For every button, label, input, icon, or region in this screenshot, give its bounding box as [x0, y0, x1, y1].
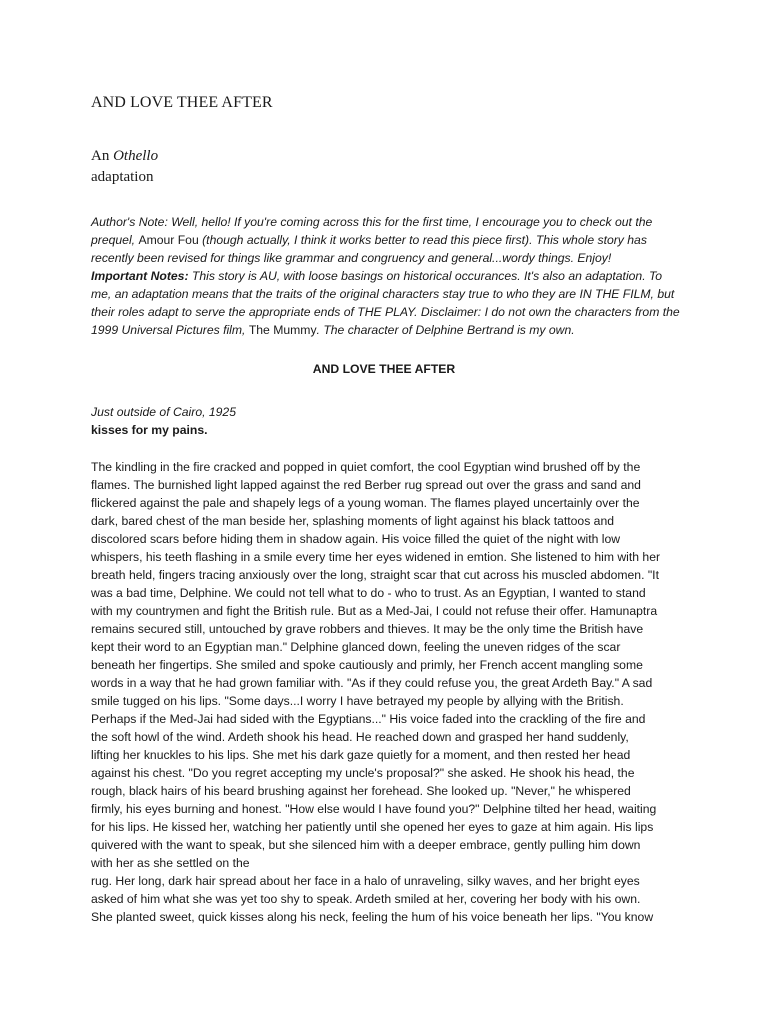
note-text-4: . The character of Delphine Bertrand is my own. [316, 323, 575, 337]
scene-setting [91, 403, 236, 439]
story-line: She planted sweet, quick kisses along his neck, feeling the hum of his voice beneath her lips. "You know [91, 910, 654, 924]
important-notes-label: Important Notes: [91, 269, 189, 283]
story-line: firmly, his eyes burning and honest. "How else would I have found you?" Delphine tilted her head, waiting [91, 802, 657, 816]
story-line: dark, bared chest of the man beside her, splashing moments of light against his black tattoos and [91, 514, 615, 528]
story-line: the soft howl of the wind. Ardeth shook his head. He reached down and grasped her hand suddenly, [91, 730, 629, 744]
story-body [91, 458, 669, 926]
note-film-title: The Mummy [248, 323, 317, 337]
story-line: The kindling in the fire cracked and popped in quiet comfort, the cool Egyptian wind brushed off by the [91, 460, 641, 474]
story-line: with my countrymen and fight the British rule. But as a Med-Jai, I could not refuse their offer. Hamunaptra [91, 604, 658, 618]
document-title: AND LOVE THEE AFTER [91, 94, 273, 111]
story-line: with her as she settled on the [91, 856, 250, 870]
story-line: rug. Her long, dark hair spread about her face in a halo of unraveling, silky waves, and her bright eyes [91, 874, 640, 888]
section-title: AND LOVE THEE AFTER [312, 362, 456, 376]
note-prequel-title: Amour Fou [138, 233, 199, 247]
story-line: rough, black hairs of his beard brushing against her forehead. She looked up. "Never," he whispered [91, 784, 631, 798]
story-line: words in a way that he had grown familiar with. "As if they could refuse you, the great Ardeth Bay." A sad [91, 676, 653, 690]
subtitle-line-1 [91, 146, 158, 167]
note-text-1: Author's Note: Well, hello! If you're coming across this for the first time, I encourage you to check out the prequel, [91, 215, 653, 247]
story-line: discolored scars before hiding them in shadow again. His voice filled the quiet of the night with low [91, 532, 621, 546]
story-line: lifting her knuckles to his lips. She met his dark gaze quietly for a moment, and then rested her head [91, 748, 631, 762]
story-line: beneath her fingertips. She smiled and spoke cautiously and primly, her French accent mangling some [91, 658, 643, 672]
story-line: Perhaps if the Med-Jai had sided with the Egyptians..." His voice faded into the crackling of the fire and [91, 712, 646, 726]
subtitle-work-title: Othello [113, 148, 159, 164]
subtitle-line-2: adaptation [91, 169, 154, 185]
story-line: for his lips. He kissed her, watching her patiently until she opened her eyes to gaze at him again. His lips [91, 820, 654, 834]
subtitle-prefix: An [91, 148, 114, 164]
story-line: was a bad time, Delphine. We could not tell what to do - who to trust. As an Egyptian, I wanted to stand [91, 586, 646, 600]
story-line: asked of him what she was yet too shy to speak. Ardeth smiled at her, covering her body with his own. [91, 892, 641, 906]
story-line: whispers, his teeth flashing in a smile every time her eyes widened in emtion. She listened to him with her [91, 550, 661, 564]
chapter-title: kisses for my pains. [91, 423, 208, 437]
story-line: flickered against the pale and shapely legs of a young woman. The flames played uncertainly over the [91, 496, 640, 510]
note-text-3: This story is AU, with loose basings on historical occurances. It's also an adaptation. To me, an adaptation means that the traits of the original characters stay true to who they are IN THE FILM, but their roles adapt to serve the appropriate ends of THE PLAY. Disclaimer: I do not own the characters from the 1999 Universal Pictures film, [91, 269, 680, 337]
story-line: flames. The burnished light lapped against the red Berber rug spread out over the grass and sand and [91, 478, 641, 492]
document-subtitle [91, 146, 158, 188]
story-line: against his chest. "Do you regret accepting my uncle's proposal?" she asked. He shook his head, the [91, 766, 635, 780]
story-line: quivered with the want to speak, but she silenced him with a deeper embrace, gently pulling him down [91, 838, 641, 852]
authors-note [91, 213, 681, 339]
note-text-2: (though actually, I think it works better to read this piece first). This whole story has recently been revised for things like grammar and congruency and general...wordy things. Enjoy! [91, 233, 647, 265]
setting-location: Just outside of Cairo, 1925 [91, 405, 236, 419]
story-line: breath held, fingers tracing anxiously over the long, straight scar that cut across his muscled abdomen. "It [91, 568, 659, 582]
story-line: remains secured still, untouched by grave robbers and thieves. It may be the only time the British have [91, 622, 644, 636]
story-line: kept their word to an Egyptian man." Delphine glanced down, feeling the uneven ridges of the scar [91, 640, 621, 654]
story-line: smile tugged on his lips. "Some days...I worry I have betrayed my people by allying with the British. [91, 694, 624, 708]
